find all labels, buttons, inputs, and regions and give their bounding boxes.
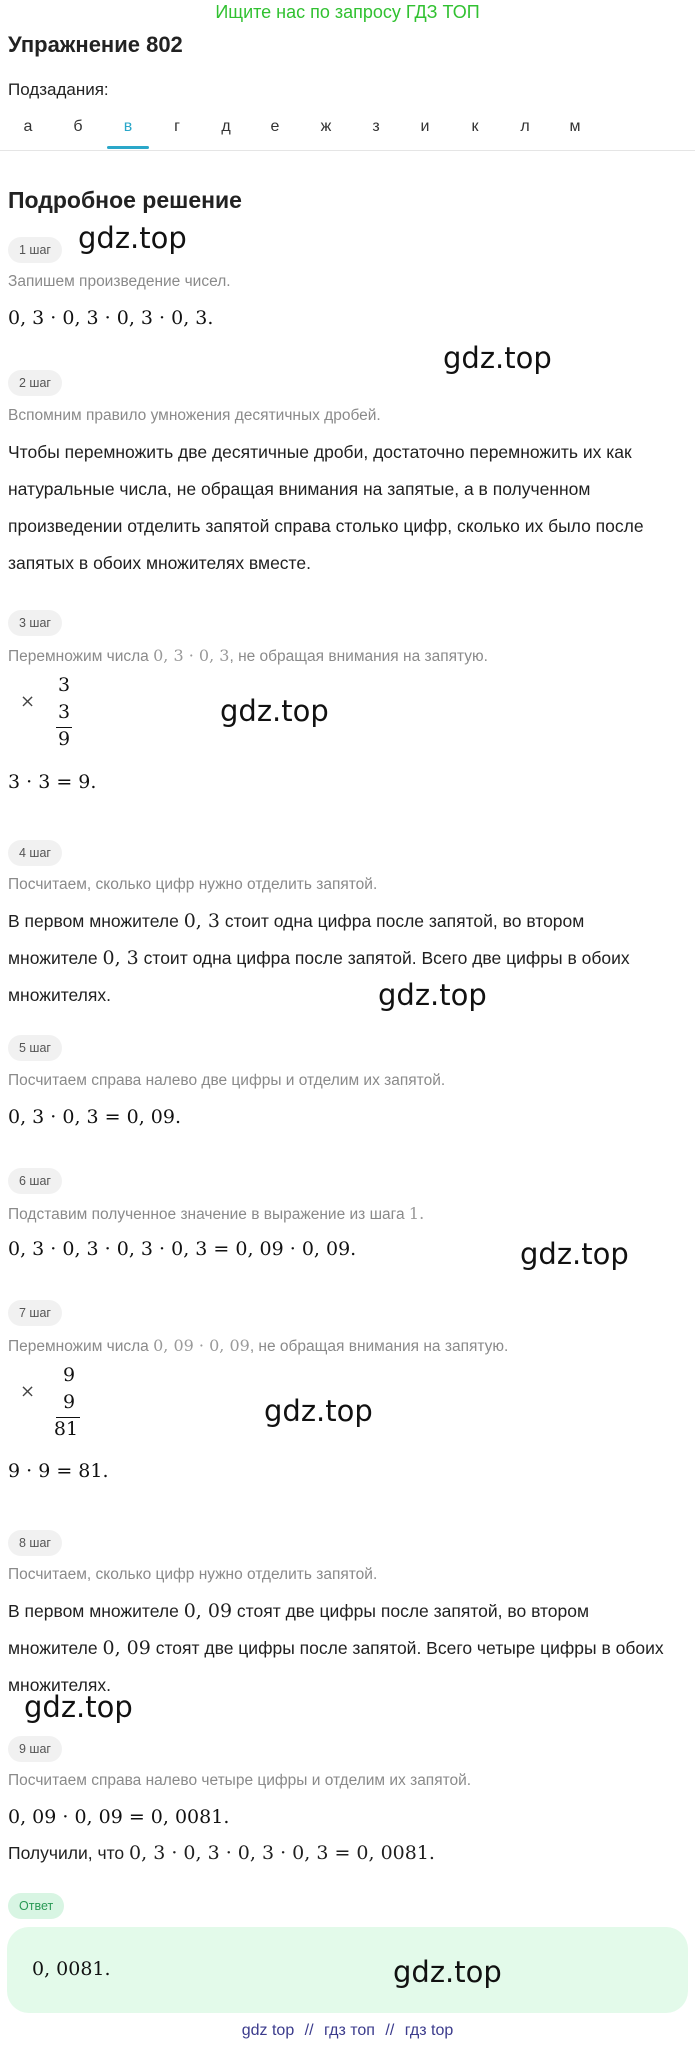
- link-gdz-top[interactable]: gdz top: [241, 2022, 295, 2039]
- watermark: gdz.top: [520, 1237, 629, 1271]
- top-banner: Ищите нас по запросу ГДЗ ТОП: [215, 2, 480, 22]
- text: В первом множителе: [8, 911, 184, 931]
- step-7-hint: [8, 1336, 508, 1356]
- text: стоит одна цифра после запятой, во втором: [219, 911, 585, 931]
- text-line: [8, 1593, 688, 1630]
- tab-v[interactable]: в: [123, 118, 133, 135]
- tab-d[interactable]: д: [221, 118, 231, 135]
- step-9-math: 0, 09 · 0, 09 = 0, 0081.: [8, 1806, 230, 1828]
- step-6-badge: 6 шаг: [8, 1168, 62, 1194]
- step-7-badge: 7 шаг: [8, 1300, 62, 1326]
- step-8-hint: Посчитаем, сколько цифр нужно отделить запятой.: [8, 1566, 378, 1583]
- tab-z[interactable]: з: [372, 118, 380, 135]
- separator: //: [385, 2022, 395, 2039]
- watermark: gdz.top: [24, 1690, 133, 1724]
- step-7-math: 9 · 9 = 81.: [8, 1460, 109, 1482]
- hint-math: 1.: [408, 1204, 425, 1223]
- hint-math: 0, 09 · 0, 09: [153, 1336, 250, 1355]
- text: В первом множителе: [8, 1601, 184, 1621]
- page-title: Упражнение 802: [8, 32, 183, 57]
- tab-g[interactable]: г: [174, 118, 180, 135]
- math: 0, 3 · 0, 3 · 0, 3 · 0, 3 = 0, 0081.: [129, 1842, 435, 1864]
- step-9-hint: Посчитаем справа налево четыре цифры и отделим их запятой.: [8, 1772, 472, 1789]
- text-line: множителях.: [8, 985, 111, 1005]
- text: Получили, что: [8, 1843, 130, 1863]
- tab-e[interactable]: е: [270, 118, 280, 135]
- step-8-badge: 8 шаг: [8, 1530, 62, 1556]
- step-4-hint: Посчитаем, сколько цифр нужно отделить запятой.: [8, 876, 378, 893]
- hint-text: Перемножим числа: [8, 648, 149, 665]
- column-top: 9: [62, 1364, 76, 1386]
- answer-badge: Ответ: [8, 1893, 64, 1919]
- watermark: gdz.top: [78, 221, 187, 255]
- math: 0, 3: [102, 947, 139, 969]
- hint-text: Перемножим числа: [8, 1338, 149, 1355]
- text-line: [8, 1630, 688, 1667]
- hint-text: , не обращая внимания на запятую.: [249, 1338, 509, 1355]
- link-gdz-top-mixed[interactable]: гдз top: [404, 2022, 454, 2039]
- separator: //: [304, 2022, 314, 2039]
- result-line: [8, 1842, 435, 1864]
- step-3-math: 3 · 3 = 9.: [8, 771, 97, 793]
- column-middle: 9: [62, 1391, 76, 1413]
- hint-math: 0, 3 · 0, 3: [153, 646, 230, 665]
- tab-m[interactable]: м: [569, 118, 581, 135]
- watermark: gdz.top: [393, 1955, 502, 1989]
- text: стоит одна цифра после запятой. Всего две цифры в обоих: [138, 948, 630, 968]
- column-middle: 3: [57, 701, 71, 723]
- watermark: gdz.top: [220, 694, 329, 728]
- bottom-links: [0, 2022, 695, 2040]
- text-line: [8, 903, 688, 940]
- column-result: 9: [57, 728, 71, 750]
- text-line: [8, 940, 688, 977]
- subtasks-label: Подзадания:: [8, 80, 109, 99]
- math: 0, 09: [102, 1637, 151, 1659]
- column-result: 81: [53, 1418, 79, 1440]
- column-top: 3: [57, 674, 71, 696]
- tab-l[interactable]: л: [520, 118, 530, 135]
- rule-line: запятых в обоих множителях вместе.: [8, 553, 311, 573]
- watermark: gdz.top: [443, 341, 552, 375]
- rule-line: Чтобы перемножить две десятичные дроби, достаточно перемножить их как: [8, 442, 632, 462]
- math: 0, 3: [183, 910, 220, 932]
- text: стоят две цифры после запятой, во втором: [232, 1601, 590, 1621]
- step-5-badge: 5 шаг: [8, 1035, 62, 1061]
- active-tab-indicator: [107, 146, 149, 149]
- step-3-hint: [8, 646, 488, 666]
- multiply-sign: ×: [20, 691, 36, 712]
- step-4-badge: 4 шаг: [8, 840, 62, 866]
- step-2-badge: 2 шаг: [8, 370, 62, 396]
- watermark: gdz.top: [378, 978, 487, 1012]
- text-line: множителях.: [8, 1675, 111, 1695]
- text: стоят две цифры после запятой. Всего четыре цифры в обоих: [150, 1638, 664, 1658]
- step-1-math: 0, 3 · 0, 3 · 0, 3 · 0, 3.: [8, 307, 214, 329]
- section-title: Подробное решение: [8, 187, 242, 213]
- multiply-sign: ×: [20, 1381, 36, 1402]
- step-1-badge: 1 шаг: [8, 237, 62, 263]
- watermark: gdz.top: [264, 1394, 373, 1428]
- text: множителе: [8, 1638, 103, 1658]
- rule-line: натуральные числа, не обращая внимания на запятые, а в полученном: [8, 479, 591, 499]
- text: множителе: [8, 948, 103, 968]
- step-4-text: [8, 903, 688, 1014]
- step-5-math: 0, 3 · 0, 3 = 0, 09.: [8, 1106, 182, 1128]
- step-6-math: 0, 3 · 0, 3 · 0, 3 · 0, 3 = 0, 09 · 0, 09.: [8, 1238, 357, 1260]
- subtask-tabs: [0, 114, 695, 151]
- step-9-badge: 9 шаг: [8, 1736, 62, 1762]
- answer-value: 0, 0081.: [32, 1958, 111, 1980]
- tab-k[interactable]: к: [471, 118, 479, 135]
- step-5-hint: Посчитаем справа налево две цифры и отделим их запятой.: [8, 1072, 446, 1089]
- step-8-text: [8, 1593, 688, 1704]
- step-2-rule: [8, 434, 688, 582]
- rule-line: произведении отделить запятой справа столько цифр, сколько их было после: [8, 516, 644, 536]
- step-6-hint: [8, 1204, 424, 1224]
- link-gdz-top-ru[interactable]: гдз топ: [324, 2022, 375, 2039]
- step-3-badge: 3 шаг: [8, 610, 62, 636]
- hint-text: , не обращая внимания на запятую.: [229, 648, 488, 665]
- tab-zh[interactable]: ж: [320, 118, 332, 135]
- step-1-hint: Запишем произведение чисел.: [8, 273, 231, 290]
- tab-i[interactable]: и: [420, 118, 430, 135]
- hint-text: Подставим полученное значение в выражение из шага: [8, 1206, 409, 1223]
- step-2-hint: Вспомним правило умножения десятичных дробей.: [8, 407, 381, 424]
- math: 0, 09: [183, 1600, 233, 1622]
- tab-b[interactable]: б: [73, 118, 83, 135]
- tab-a[interactable]: а: [23, 118, 33, 135]
